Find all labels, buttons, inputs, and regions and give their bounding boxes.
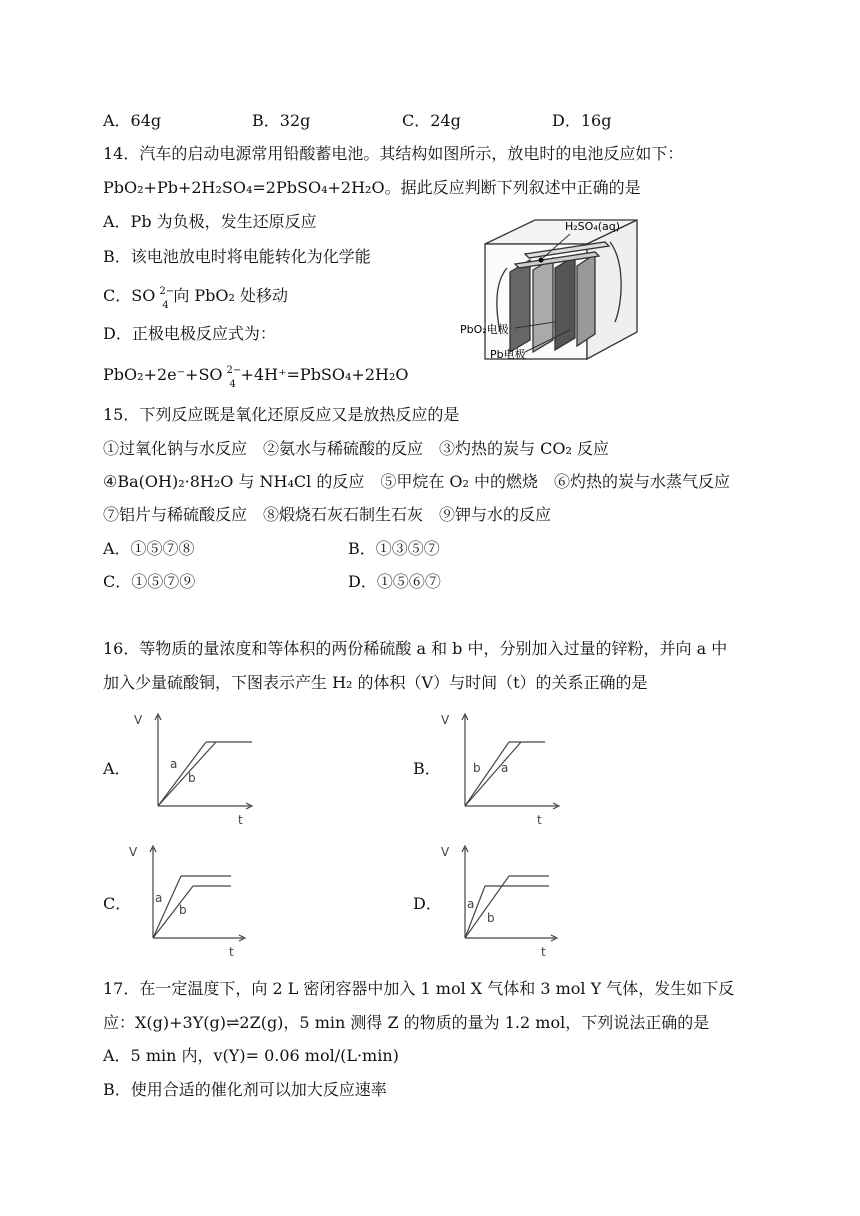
q16-graph-b-label: B． — [413, 759, 441, 778]
q13-option-c: C．24g — [402, 111, 461, 130]
axis-t: t — [238, 813, 243, 827]
q17-option-b: B．使用合适的催化剂可以加大反应速率 — [103, 1080, 387, 1099]
q17-option-a: A．5 min 内，v(Y)= 0.06 mol/(L·min) — [103, 1046, 399, 1065]
q15-stem: 15．下列反应既是氧化还原反应又是放热反应的是 — [103, 405, 460, 424]
q15-reactions-row3: ⑦铝片与稀硫酸反应 ⑧煅烧石灰石制生石灰 ⑨钾与水的反应 — [103, 505, 552, 524]
curve-b-label: b — [487, 911, 495, 925]
ion-subscript: 4 — [162, 299, 169, 311]
q16-graph-d-label: D． — [413, 894, 442, 913]
q16-stem-line2: 加入少量硫酸铜，下图表示产生 H₂ 的体积（V）与时间（t）的关系正确的是 — [103, 673, 648, 692]
q14-stem-line2 — [103, 177, 641, 199]
q16-stem-line1: 16．等物质的量浓度和等体积的两份稀硫酸 a 和 b 中，分别加入过量的锌粉，并向 a 中 — [103, 639, 728, 658]
label-pb-electrode: Pb电极 — [490, 348, 526, 361]
q14-option-d: D．正极电极反应式为： — [103, 324, 276, 343]
q15-reactions-row2: ④Ba(OH)₂·8H₂O 与 NH₄Cl 的反应 ⑤甲烷在 O₂ 中的燃烧 ⑥灼热的炭与水蒸气反应 — [103, 472, 731, 491]
sulfate-ion-notation — [157, 285, 175, 311]
label-h2so4: H₂SO₄(aq) — [565, 220, 621, 233]
curve-b-label: b — [179, 903, 187, 917]
q16-graph-d — [437, 840, 567, 960]
curve-a-label: a — [155, 891, 163, 905]
axis-t: t — [229, 945, 234, 959]
axis-v: V — [134, 713, 143, 727]
q14-eq-suffix: +4H⁺=PbSO₄+2H₂O — [240, 365, 409, 384]
curve-b-label: b — [473, 761, 481, 775]
axis-v: V — [441, 713, 450, 727]
axis-t: t — [541, 945, 546, 959]
ion-charge: 2− — [226, 364, 242, 376]
q14-stem-line1: 14．汽车的启动电源常用铅酸蓄电池。其结构如图所示，放电时的电池反应如下： — [103, 144, 684, 163]
curve-a-label: a — [501, 761, 509, 775]
q15-option-c: C．①⑤⑦⑨ — [103, 572, 196, 591]
q16-graph-c-label: C． — [103, 894, 132, 913]
q16-graph-a-label: A． — [103, 759, 131, 778]
q14-option-c-prefix: C．SO — [103, 286, 156, 305]
q14-equation: PbO₂+Pb+2H₂SO₄=2PbSO₄+2H₂O — [103, 178, 385, 197]
q14-option-c-suffix: 向 PbO₂ 处移动 — [173, 286, 289, 305]
q15-reactions-row1: ①过氧化钠与水反应 ②氨水与稀硫酸的反应 ③灼热的炭与 CO₂ 反应 — [103, 439, 609, 458]
q17-stem-line1: 17．在一定温度下，向 2 L 密闭容器中加入 1 mol X 气体和 3 mol Y 气体，发生如下反 — [103, 979, 735, 998]
ion-charge: 2− — [159, 285, 175, 297]
curve-b-label: b — [188, 771, 196, 785]
q14-option-a: A．Pb 为负极，发生还原反应 — [103, 212, 317, 231]
axis-v: V — [129, 845, 138, 859]
q16-graph-a — [130, 708, 260, 828]
curve-a-label: a — [170, 757, 178, 771]
q14-stem-tail: 。据此反应判断下列叙述中正确的是 — [384, 178, 641, 197]
q15-option-d: D．①⑤⑥⑦ — [348, 572, 441, 591]
sulfate-ion-notation — [225, 364, 242, 390]
q13-option-b: B．32g — [252, 111, 311, 130]
q17-stem-line2: 应：X(g)+3Y(g)⇌2Z(g)，5 min 测得 Z 的物质的量为 1.2 mol，下列说法正确的是 — [103, 1013, 710, 1032]
q16-graph-b — [437, 708, 567, 828]
q15-option-a: A．①⑤⑦⑧ — [103, 539, 195, 558]
axis-v: V — [441, 845, 450, 859]
lead-acid-battery-figure — [455, 212, 645, 382]
label-pbo2-electrode: PbO₂电极 — [460, 323, 509, 336]
q14-eq-prefix: PbO₂+2e⁻+SO — [103, 365, 223, 384]
q13-option-a: A．64g — [103, 111, 162, 130]
curve-a-label: a — [467, 897, 475, 911]
axis-t: t — [537, 813, 542, 827]
q16-graph-c — [125, 840, 255, 960]
ion-subscript: 4 — [229, 378, 236, 390]
q14-option-c — [103, 285, 289, 311]
q14-option-b: B．该电池放电时将电能转化为化学能 — [103, 247, 371, 266]
q14-option-d-equation — [103, 364, 409, 390]
q15-option-b: B．①③⑤⑦ — [348, 539, 440, 558]
q13-option-d: D．16g — [552, 111, 612, 130]
